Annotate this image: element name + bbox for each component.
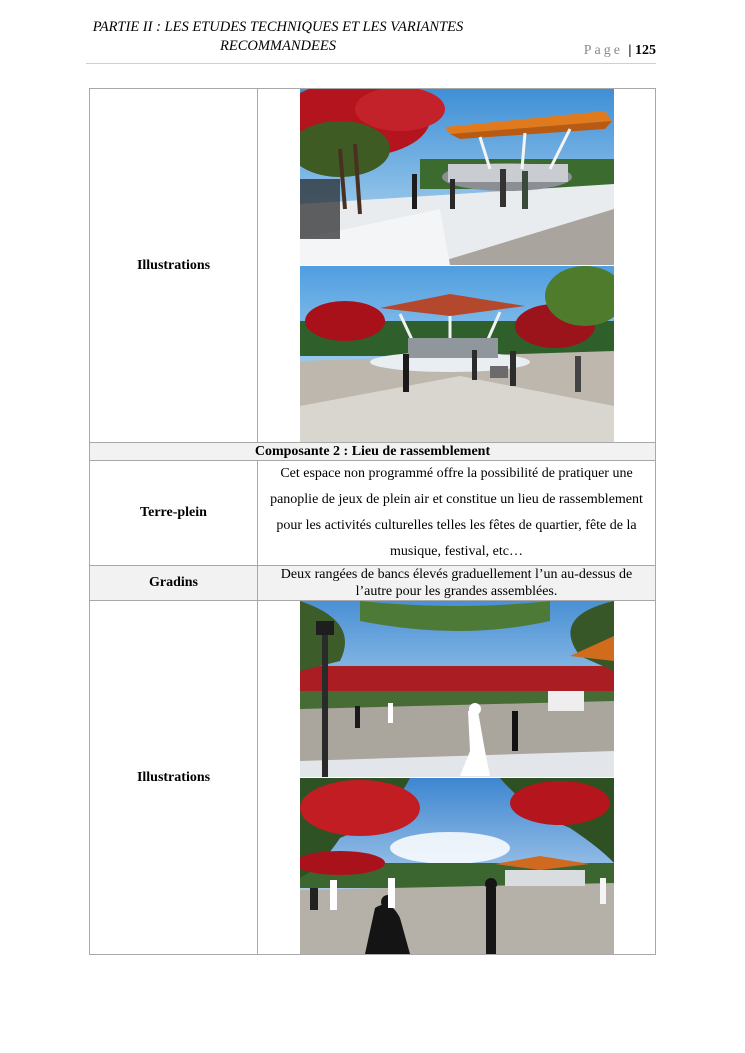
header-rule bbox=[86, 63, 656, 64]
section-title: Composante 2 : Lieu de rassemblement bbox=[90, 443, 656, 461]
page-number-block bbox=[560, 43, 656, 59]
pavilion-render-2 bbox=[300, 265, 614, 442]
gradins-text: Deux rangées de bancs élevés graduellement l’un au-dessus de l’autre pour les grandes assemblées. bbox=[258, 566, 656, 601]
header-title-line-1: PARTIE II : LES ETUDES TECHNIQUES ET LES VARIANTES bbox=[92, 19, 464, 35]
page-label: Page bbox=[583, 43, 623, 58]
illustrations-row-1 bbox=[90, 89, 656, 443]
illustrations-label-1: Illustrations bbox=[90, 89, 258, 443]
plaza-render-2 bbox=[300, 777, 614, 954]
content-table bbox=[89, 88, 656, 955]
plaza-render-1 bbox=[300, 601, 614, 777]
illustrations-label-2: Illustrations bbox=[90, 601, 258, 955]
illustrations-row-2 bbox=[90, 601, 656, 955]
header-title-line-2: RECOMMANDEES bbox=[220, 38, 336, 54]
illustrations-images-1 bbox=[258, 89, 656, 443]
page-separator: | bbox=[628, 43, 632, 58]
pavilion-render-1 bbox=[300, 89, 614, 265]
terre-plein-row bbox=[90, 461, 656, 566]
illustrations-images-2 bbox=[258, 601, 656, 955]
terre-plein-label: Terre-plein bbox=[90, 461, 258, 566]
page-number: 125 bbox=[635, 43, 656, 58]
gradins-label: Gradins bbox=[90, 566, 258, 601]
header-title bbox=[60, 18, 496, 56]
terre-plein-text: Cet espace non programmé offre la possibilité de pratiquer une panoplie de jeux de plein air et constitue un lieu de rassemblement pour les activités culturelles telles les fêtes de quartier, fête de la musique, festival, etc… bbox=[258, 461, 656, 566]
section-row bbox=[90, 443, 656, 461]
gradins-row bbox=[90, 566, 656, 601]
